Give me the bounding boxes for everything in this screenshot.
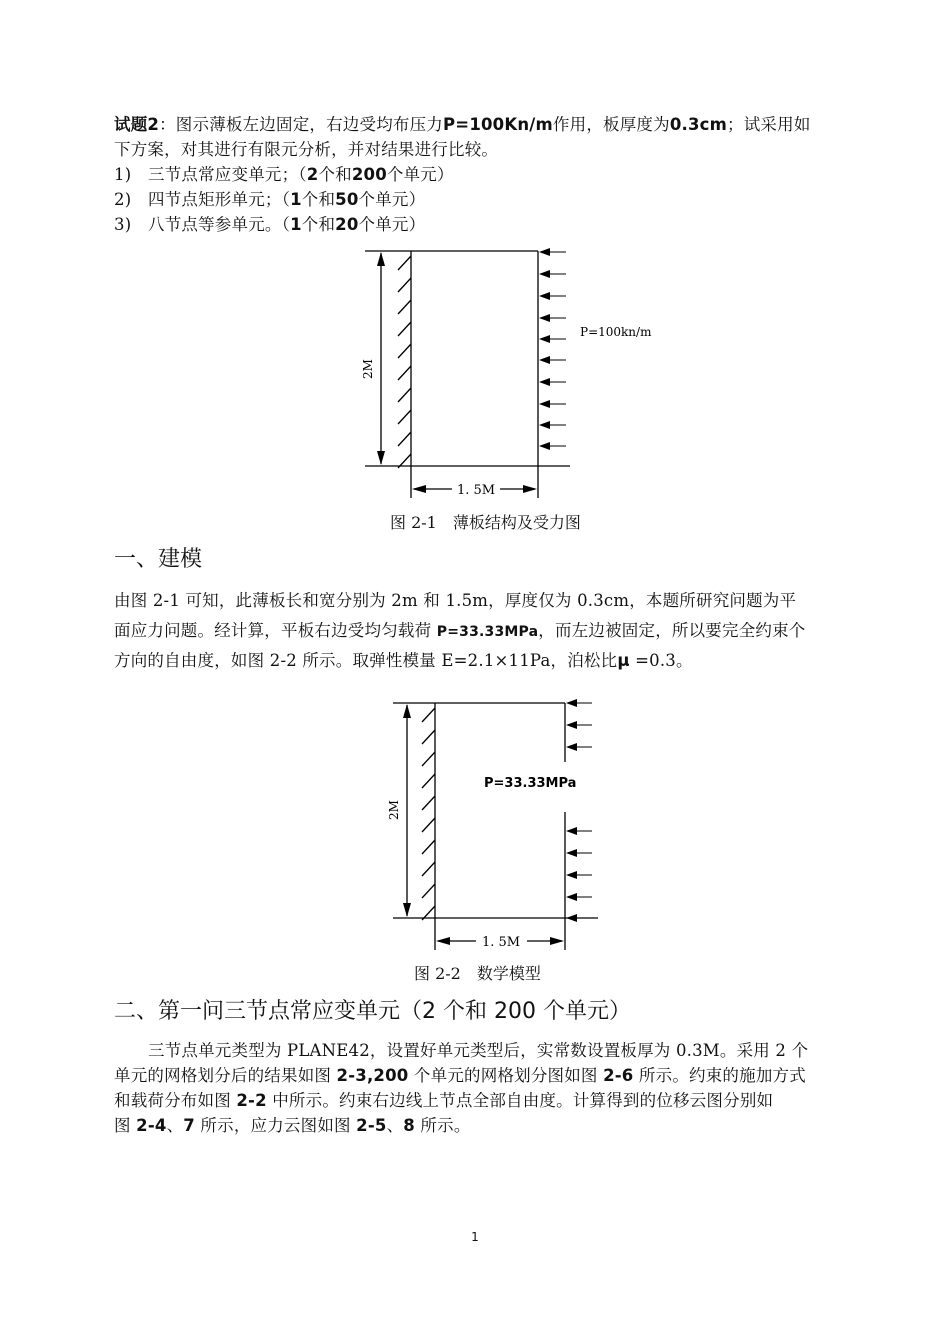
figure-2-1 xyxy=(0,242,950,502)
load-label: P=100kn/m xyxy=(580,325,652,339)
list-item: 3) 八节点等参单元。（1个和20个单元） xyxy=(114,215,426,234)
figure-2-2-caption: 图 2-2 数学模型 xyxy=(414,964,541,983)
figure-2-2 xyxy=(0,692,950,952)
list-item: 1) 三节点常应变单元；（2个和200个单元） xyxy=(114,165,454,184)
poisson-symbol: μ xyxy=(617,651,630,670)
thickness-value: 0.3cm xyxy=(669,115,728,134)
load-arrows xyxy=(548,252,566,446)
figure-2-1-caption: 图 2-1 薄板结构及受力图 xyxy=(390,513,581,532)
list-item: 2) 四节点矩形单元；（1个和50个单元） xyxy=(114,190,426,209)
section-2-line-3: 和载荷分布如图 2-2 中所示。约束右边线上节点全部自由度。计算得到的位移云图分别如 xyxy=(114,1091,774,1110)
load-label: P=33.33MPa xyxy=(484,776,577,791)
section-1-line-2: 面应力问题。经计算，平板右边受均匀载荷 P=33.33MPa，而左边被固定，所以要完全约束个 xyxy=(114,621,806,640)
height-label: 2M xyxy=(387,800,401,820)
page-number: 1 xyxy=(471,1230,479,1244)
fixed-support-hatching xyxy=(422,708,435,920)
section-2-line-4: 图 2-4、7 所示，应力云图如图 2-5、8 所示。 xyxy=(114,1116,471,1135)
height-label: 2M xyxy=(361,359,375,379)
section-1-line-1: 由图 2-1 可知，此薄板长和宽分别为 2m 和 1.5m，厚度仅为 0.3cm，本题所研究问题为平 xyxy=(114,591,797,610)
width-label: 1. 5M xyxy=(481,935,521,950)
question-line-1: 试题2：图示薄板左边固定，右边受均布压力P=100Kn/m作用，板厚度为0.3cm；试采用如 xyxy=(114,115,811,134)
question-line-2: 下方案，对其进行有限元分析，并对结果进行比较。 xyxy=(114,140,499,159)
section-1-heading: 一、建模 xyxy=(114,547,203,572)
fixed-support-hatching xyxy=(398,256,411,468)
section-1-line-3: 方向的自由度，如图 2-2 所示。取弹性模量 E=2.1×11Pa，泊松比μ =0.3。 xyxy=(114,651,693,670)
section-2-line-1: 三节点单元类型为 PLANE42，设置好单元类型后，实常数设置板厚为 0.3M。采用 2 个 xyxy=(148,1041,809,1060)
load-arrows xyxy=(575,703,592,918)
load-value: P=100Kn/m xyxy=(443,115,553,134)
distributed-load-value: P=33.33MPa xyxy=(436,624,539,640)
width-label: 1. 5M xyxy=(456,483,496,498)
question-label: 试题2 xyxy=(114,115,160,134)
section-2-heading: 二、第一问三节点常应变单元（2 个和 200 个单元） xyxy=(114,999,631,1024)
section-2-line-2: 单元的网格划分后的结果如图 2-3,200 个单元的网格划分图如图 2-6 所示。约束的施加方式 xyxy=(114,1066,806,1085)
